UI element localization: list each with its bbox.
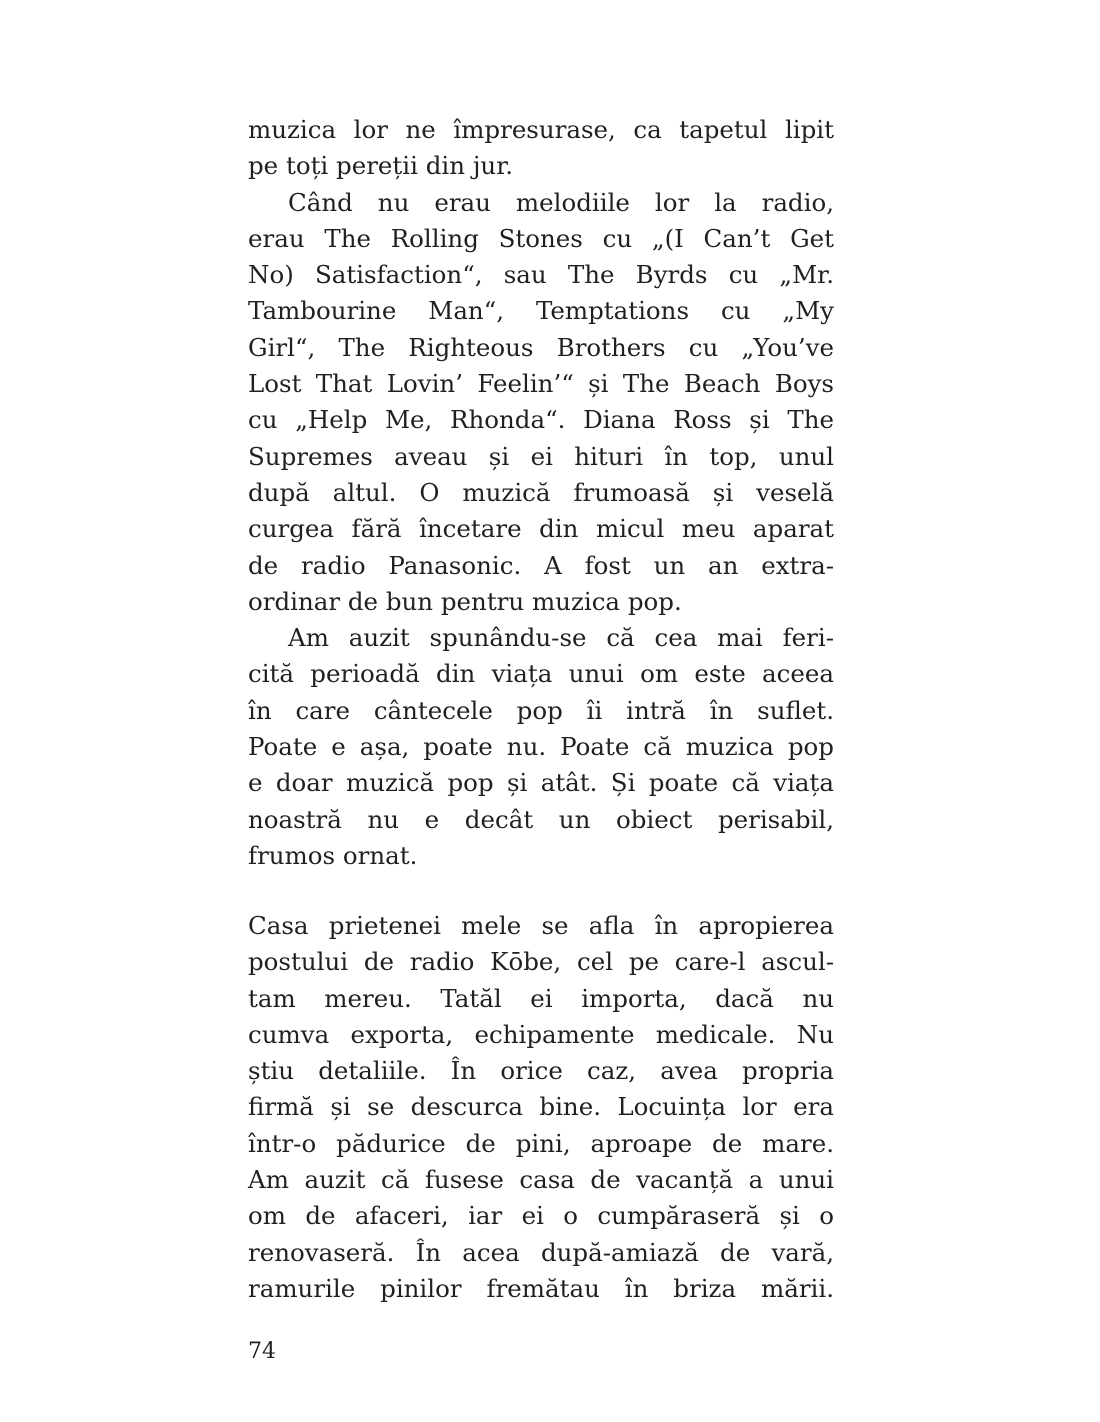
text-line: Am auzit spunându-se că cea mai feri-	[288, 623, 834, 653]
paragraph-3	[248, 620, 834, 874]
text-section-upper	[248, 112, 834, 874]
text-line: Am auzit că fusese casa de vacanță a unui	[248, 1165, 834, 1195]
text-line: cumva exporta, echipamente medicale. Nu	[248, 1019, 834, 1049]
text-line: firmă și se descurca bine. Locuința lor era	[248, 1092, 834, 1122]
page-number: 74	[248, 1339, 276, 1364]
text-line: Girl“, The Righteous Brothers cu „You’ve	[248, 332, 834, 362]
text-line: în care cântecele pop îi intră în suflet.	[248, 695, 834, 725]
text-line: ramurile pinilor fremătau în briza mării.	[248, 1273, 834, 1303]
text-section-lower	[248, 908, 834, 1307]
text-line: erau The Rolling Stones cu „(I Can’t Get	[248, 223, 834, 253]
text-line: curgea fără încetare din micul meu aparat	[248, 514, 834, 544]
text-line: e doar muzică pop și atât. Și poate că viața	[248, 768, 834, 798]
paragraph-2	[248, 185, 834, 621]
text-line: postului de radio Kōbe, cel pe care-l ascul-	[248, 947, 834, 977]
paragraph-4	[248, 908, 834, 1307]
text-line: Supremes aveau și ei hituri în top, unul	[248, 441, 834, 471]
text-line: Poate e așa, poate nu. Poate că muzica pop	[248, 732, 834, 762]
text-line: muzica lor ne împresurase, ca tapetul lipit	[248, 115, 834, 144]
text-line: de radio Panasonic. A fost un an extra-	[248, 550, 834, 580]
text-line: tam mereu. Tatăl ei importa, dacă nu	[248, 983, 834, 1013]
text-line: după altul. O muzică frumoasă și veselă	[248, 477, 834, 507]
text-line: Tambourine Man“, Temptations cu „My	[248, 296, 834, 326]
text-line: No) Satisfaction“, sau The Byrds cu „Mr.	[248, 260, 834, 290]
text-line: știu detaliile. În orice caz, avea propria	[248, 1056, 834, 1086]
text-line: Casa prietenei mele se afla în apropierea	[248, 911, 834, 940]
text-line: Când nu erau melodiile lor la radio,	[288, 187, 834, 217]
text-line: pe toți pereții din jur.	[248, 151, 514, 181]
text-line: frumos ornat.	[248, 840, 418, 870]
text-line: renovaseră. În acea după-amiază de vară,	[248, 1237, 834, 1267]
text-line: om de afaceri, iar ei o cumpăraseră și o	[248, 1201, 834, 1231]
text-line: cu „Help Me, Rhonda“. Diana Ross și The	[248, 405, 834, 435]
text-line: cită perioadă din viața unui om este aceea	[248, 659, 834, 689]
text-line: Lost That Lovin’ Feelin’“ și The Beach Boys	[248, 369, 834, 399]
text-line: într-o pădurice de pini, aproape de mare.	[248, 1128, 834, 1158]
text-line: ordinar de bun pentru muzica pop.	[248, 586, 682, 616]
paragraph-1	[248, 112, 834, 185]
text-line: noastră nu e decât un obiect perisabil,	[248, 804, 834, 834]
